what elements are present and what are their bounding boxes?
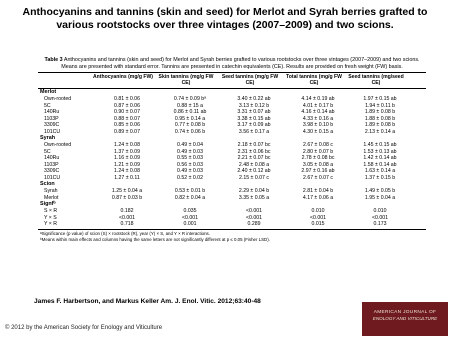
table-cell: 0.49 ± 0.04: [177, 142, 203, 149]
table-cell: 0.015: [311, 221, 325, 228]
table-cell: 2.81 ± 0.04 b: [302, 188, 334, 195]
table-cell: 0.90 ± 0.07: [114, 109, 140, 116]
row-label: 101CU: [44, 174, 61, 181]
table-cell: 0.86 ± 0.11 ab: [173, 109, 207, 116]
table-cell: <0.001: [309, 214, 326, 221]
table-cell: 3.98 ± 0.10 b: [302, 122, 334, 129]
row-label: Own-rooted: [44, 142, 72, 149]
table-cell: 1.25 ± 0.04 a: [111, 188, 143, 195]
table-cell: <0.001: [118, 214, 135, 221]
table-caption: [40, 57, 424, 70]
row-label: Syrah: [44, 188, 58, 195]
table-cell: 1.63 ± 0.14 a: [364, 168, 396, 175]
table-cell: 0.82 ± 0.04 a: [174, 194, 206, 201]
table-cell: 3.56 ± 0.17 a: [238, 128, 270, 135]
table-cell: 1.88 ± 0.08 b: [364, 115, 396, 122]
table-cell: 0.87 ± 0.03 b: [111, 194, 143, 201]
table-cell: 3.40 ± 0.22 ab: [237, 95, 271, 102]
table-cell: 2.67 ± 0.07 c: [303, 174, 333, 181]
table-cell: 0.035: [183, 208, 197, 215]
row-label: 3309C: [44, 168, 60, 175]
table-cell: 1.58 ± 0.14 ab: [363, 161, 397, 168]
table-cell: 0.182: [120, 208, 134, 215]
row-label: 101CU: [44, 128, 61, 135]
table-cell: 1.95 ± 0.04 a: [364, 194, 396, 201]
table-cell: 4.16 ± 0.14 ab: [301, 109, 335, 116]
row-label: S × R: [44, 208, 58, 215]
slide-title: Anthocyanins and tannins (skin and seed) for Merlot and Syrah berries grafted to various rootstocks over three vintages (2007–2009) and two scions.: [22, 6, 428, 31]
table-cell: 0.85 ± 0.06: [114, 122, 140, 129]
table-cell: <0.001: [245, 208, 262, 215]
table-cell: 2.40 ± 0.12 ab: [237, 168, 271, 175]
table-cell: 1.27 ± 0.11: [114, 174, 140, 181]
table-cell: 0.56 ± 0.03: [177, 161, 203, 168]
table-cell: 1.16 ± 0.09: [114, 155, 140, 162]
table-cell: <0.001: [245, 214, 262, 221]
table-cell: 0.88 ± 15 a: [177, 102, 203, 109]
table-cell: 1.53 ± 0.13 ab: [363, 148, 397, 155]
header-cell: Seed tannins (mg/g FW CE): [221, 74, 279, 87]
table-caption-text: Anthocyanins and tannins (skin and seed) for Merlot and Syrah berries grafted to various rootstocks over three vintages (2007–2009) and two scions. Means are presented with standard error. Tannins are presented in catechin equivalents (CE). Results are provided on fresh weight (FW) basis.: [61, 57, 420, 70]
table-cell: 0.49 ± 0.03: [177, 168, 203, 175]
table-cell: 4.30 ± 0.15 a: [302, 128, 334, 135]
table-cell: 0.81 ± 0.06: [114, 95, 140, 102]
row-label: 5C: [44, 148, 51, 155]
table-row: [38, 195, 426, 202]
table-cell: 3.17 ± 0.09 ab: [237, 122, 271, 129]
table-cell: 0.74 ± 0.09 bᵃ: [173, 95, 207, 102]
header-cell: Seed tannins (mg/seed CE): [348, 74, 404, 87]
table-cell: 1.24 ± 0.08: [114, 168, 140, 175]
table-cell: 0.52 ± 0.02: [177, 174, 203, 181]
row-label: 1103P: [44, 115, 59, 122]
table-cell: 0.55 ± 0.03: [177, 155, 203, 162]
table-cell: <0.001: [371, 214, 388, 221]
table-cell: 2.97 ± 0.16 ab: [301, 168, 335, 175]
row-label: 5C: [44, 102, 51, 109]
table-cell: 2.67 ± 0.08 c: [303, 142, 333, 149]
table-cell: 1.42 ± 0.14 ab: [363, 155, 397, 162]
header-cell: [38, 74, 92, 86]
row-label: 140Ru: [44, 155, 60, 162]
row-label: 140Ru: [44, 109, 60, 116]
table-cell: 2.21 ± 0.07 bc: [237, 155, 271, 162]
table-cell: 3.31 ± 0.07 ab: [237, 109, 271, 116]
table-cell: 1.21 ± 0.09: [114, 161, 140, 168]
table-cell: 2.78 ± 0.08 bc: [301, 155, 335, 162]
table-cell: 1.24 ± 0.08: [114, 142, 140, 149]
table-cell: 0.74 ± 0.06 b: [174, 128, 206, 135]
header-cell: Total tannins (mg/g FW CE): [286, 74, 342, 87]
table-cell: 2.29 ± 0.04 b: [238, 188, 270, 195]
table-row: [38, 175, 426, 182]
table-cell: 1.94 ± 0.11 b: [365, 102, 395, 109]
table-cell: 0.77 ± 0.08 b: [174, 122, 206, 129]
table-cell: 3.05 ± 0.08 a: [302, 161, 334, 168]
table-body: [38, 89, 426, 227]
citation: James F. Harbertson, and Markus Keller Am. J. Enol. Vitic. 2012;63:40-48: [34, 298, 261, 305]
table-cell: 1.89 ± 0.08 b: [364, 122, 396, 129]
table-cell: 0.001: [183, 221, 197, 228]
table-cell: 0.010: [373, 208, 387, 215]
table-cell: 0.95 ± 0.14 a: [174, 115, 206, 122]
table-cell: 3.35 ± 0.05 a: [238, 194, 270, 201]
table-cell: 4.33 ± 0.16 a: [302, 115, 334, 122]
table-cell: 4.01 ± 0.17 b: [302, 102, 334, 109]
table-cell: 3.38 ± 0.15 ab: [237, 115, 271, 122]
table-header: [38, 73, 426, 89]
section-heading: Signfᵇ: [40, 201, 56, 208]
table-cell: 2.31 ± 0.06 bc: [237, 148, 271, 155]
table-cell: 0.289: [247, 221, 261, 228]
table-cell: 1.89 ± 0.08 b: [364, 109, 396, 116]
journal-logo: [362, 302, 448, 336]
row-label: 3309C: [44, 122, 60, 129]
logo-line-1: AMERICAN JOURNAL OF: [373, 310, 437, 315]
table-label: Table 3: [44, 57, 63, 63]
table-cell: 4.14 ± 0.19 ab: [301, 95, 335, 102]
footnote: ᵇMeans within main effects and columns having the same letters are not significantly different at p ≤ 0.05 (Fisher LSD).: [40, 237, 270, 243]
section-heading: Syrah: [40, 135, 55, 142]
section-heading: Merlot: [40, 89, 57, 96]
table-row: [38, 221, 426, 228]
table-cell: 1.37 ± 0.09: [114, 148, 140, 155]
row-label: Y × R: [44, 221, 58, 228]
row-label: Merlot: [44, 194, 59, 201]
table-cell: 0.87 ± 0.06: [114, 102, 140, 109]
table-cell: 1.37 ± 0.15 b: [364, 174, 396, 181]
copyright-notice: © 2012 by the American Society for Enology and Viticulture: [5, 325, 163, 331]
table-cell: 0.173: [373, 221, 387, 228]
table-cell: 0.010: [311, 208, 325, 215]
table-cell: 0.718: [120, 221, 134, 228]
table-cell: 2.18 ± 0.07 bc: [237, 142, 271, 149]
table-cell: 1.97 ± 0.15 ab: [363, 95, 397, 102]
row-label: Y × S: [44, 214, 57, 221]
header-cell: Skin tannins (mg/g FW CE): [158, 74, 214, 87]
section-heading: Scion: [40, 181, 55, 188]
row-label: 1103P: [44, 161, 59, 168]
table-cell: <0.001: [181, 214, 198, 221]
row-label: Own-rooted: [44, 95, 72, 102]
table-cell: 1.45 ± 0.15 ab: [363, 142, 397, 149]
header-cell: Anthocyanins (mg/g FW): [93, 74, 153, 81]
footnote: ᵃSignificance (p value) of scion (S) × rootstock (R), year (Y) × S, and Y × R interactions.: [40, 230, 210, 236]
table-cell: 3.13 ± 0.12 b: [238, 102, 270, 109]
table-row: [38, 129, 426, 136]
table-cell: 0.88 ± 0.07: [114, 115, 140, 122]
table-cell: 0.53 ± 0.01 b: [174, 188, 206, 195]
data-table: [38, 57, 426, 305]
bottom-rule: [38, 229, 426, 230]
table-cell: 2.13 ± 0.14 a: [364, 128, 396, 135]
table-cell: 0.89 ± 0.07: [114, 128, 140, 135]
table-cell: 2.48 ± 0.08 a: [238, 161, 270, 168]
logo-line-2: ENOLOGY AND VITICULTURE: [372, 316, 438, 321]
table-cell: 2.80 ± 0.07 b: [302, 148, 334, 155]
table-cell: 1.49 ± 0.05 b: [364, 188, 396, 195]
table-cell: 4.17 ± 0.06 a: [302, 194, 334, 201]
table-cell: 2.15 ± 0.07 c: [239, 174, 269, 181]
table-cell: 0.49 ± 0.03: [177, 148, 203, 155]
